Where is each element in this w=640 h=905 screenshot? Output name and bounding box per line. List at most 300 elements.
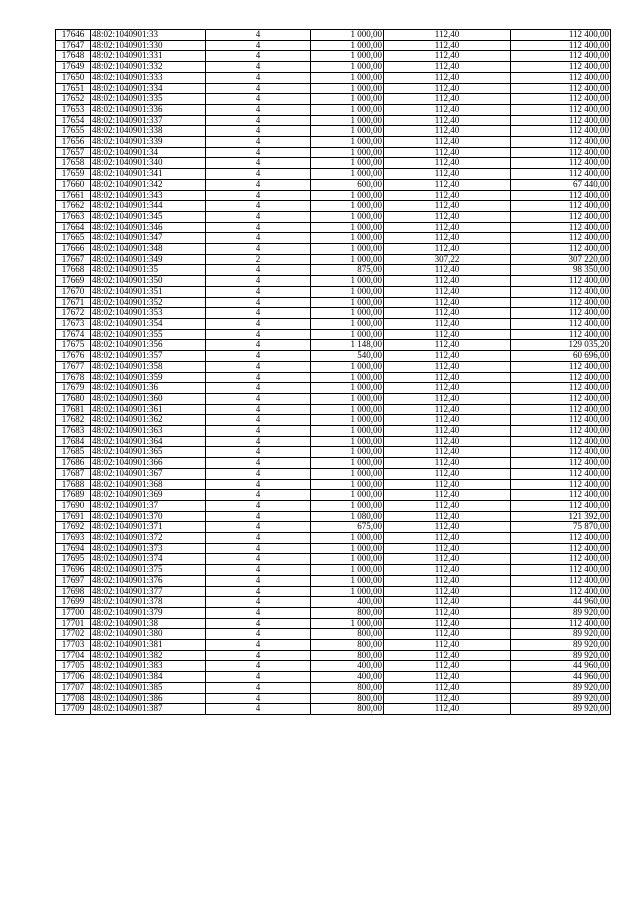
area-cell: 1 000,00 <box>311 190 384 201</box>
area-cell: 1 000,00 <box>311 222 384 233</box>
table-row <box>56 704 611 715</box>
table-row <box>56 693 611 704</box>
area-cell: 1 000,00 <box>311 575 384 586</box>
area-cell: 1 000,00 <box>311 436 384 447</box>
category-cell: 4 <box>206 244 311 255</box>
cadastral-number: 48:02:1040901:370 <box>91 511 206 522</box>
area-cell: 1 000,00 <box>311 158 384 169</box>
rate-cell: 112,40 <box>384 169 511 180</box>
table-row <box>56 222 611 233</box>
row-number: 17677 <box>56 361 91 372</box>
row-number: 17663 <box>56 211 91 222</box>
value-cell: 112 400,00 <box>511 115 611 126</box>
area-cell: 1 000,00 <box>311 297 384 308</box>
rate-cell: 112,40 <box>384 447 511 458</box>
row-number: 17662 <box>56 201 91 212</box>
cadastral-number: 48:02:1040901:384 <box>91 672 206 683</box>
rate-cell: 112,40 <box>384 30 511 41</box>
table-row <box>56 682 611 693</box>
table-row <box>56 522 611 533</box>
rate-cell: 112,40 <box>384 340 511 351</box>
rate-cell: 112,40 <box>384 661 511 672</box>
cadastral-number: 48:02:1040901:363 <box>91 426 206 437</box>
table-row <box>56 211 611 222</box>
cadastral-number: 48:02:1040901:335 <box>91 94 206 105</box>
cadastral-number: 48:02:1040901:342 <box>91 179 206 190</box>
value-cell: 112 400,00 <box>511 393 611 404</box>
row-number: 17646 <box>56 30 91 41</box>
category-cell: 4 <box>206 308 311 319</box>
value-cell: 112 400,00 <box>511 169 611 180</box>
rate-cell: 112,40 <box>384 222 511 233</box>
table-row <box>56 137 611 148</box>
cadastral-number: 48:02:1040901:369 <box>91 490 206 501</box>
category-cell: 4 <box>206 426 311 437</box>
rate-cell: 112,40 <box>384 458 511 469</box>
row-number: 17684 <box>56 436 91 447</box>
category-cell: 4 <box>206 554 311 565</box>
row-number: 17673 <box>56 318 91 329</box>
cadastral-number: 48:02:1040901:352 <box>91 297 206 308</box>
table-row <box>56 351 611 362</box>
value-cell: 112 400,00 <box>511 190 611 201</box>
area-cell: 1 000,00 <box>311 329 384 340</box>
value-cell: 112 400,00 <box>511 211 611 222</box>
rate-cell: 112,40 <box>384 351 511 362</box>
cadastral-number: 48:02:1040901:345 <box>91 211 206 222</box>
table-row <box>56 147 611 158</box>
cadastral-number: 48:02:1040901:359 <box>91 372 206 383</box>
category-cell: 4 <box>206 115 311 126</box>
area-cell: 400,00 <box>311 672 384 683</box>
category-cell: 4 <box>206 72 311 83</box>
row-number: 17666 <box>56 244 91 255</box>
value-cell: 112 400,00 <box>511 586 611 597</box>
category-cell: 4 <box>206 565 311 576</box>
cadastral-number: 48:02:1040901:364 <box>91 436 206 447</box>
area-cell: 1 000,00 <box>311 490 384 501</box>
rate-cell: 112,40 <box>384 137 511 148</box>
cadastral-number: 48:02:1040901:340 <box>91 158 206 169</box>
table-row <box>56 115 611 126</box>
table-row <box>56 329 611 340</box>
table-row <box>56 201 611 212</box>
rate-cell: 112,40 <box>384 650 511 661</box>
category-cell: 4 <box>206 479 311 490</box>
value-cell: 112 400,00 <box>511 447 611 458</box>
area-cell: 800,00 <box>311 640 384 651</box>
area-cell: 800,00 <box>311 704 384 715</box>
table-row <box>56 297 611 308</box>
value-cell: 112 400,00 <box>511 458 611 469</box>
row-number: 17674 <box>56 329 91 340</box>
rate-cell: 112,40 <box>384 672 511 683</box>
category-cell: 4 <box>206 607 311 618</box>
table-row <box>56 436 611 447</box>
row-number: 17661 <box>56 190 91 201</box>
rate-cell: 112,40 <box>384 297 511 308</box>
category-cell: 4 <box>206 597 311 608</box>
rate-cell: 112,40 <box>384 276 511 287</box>
category-cell: 4 <box>206 586 311 597</box>
table-row <box>56 607 611 618</box>
data-table <box>55 29 611 715</box>
table-row <box>56 479 611 490</box>
category-cell: 4 <box>206 682 311 693</box>
area-cell: 1 000,00 <box>311 169 384 180</box>
row-number: 17688 <box>56 479 91 490</box>
category-cell: 4 <box>206 447 311 458</box>
category-cell: 4 <box>206 533 311 544</box>
cadastral-number: 48:02:1040901:330 <box>91 40 206 51</box>
cadastral-number: 48:02:1040901:336 <box>91 104 206 115</box>
rate-cell: 112,40 <box>384 361 511 372</box>
value-cell: 89 920,00 <box>511 682 611 693</box>
value-cell: 67 440,00 <box>511 179 611 190</box>
category-cell: 4 <box>206 436 311 447</box>
area-cell: 1 000,00 <box>311 618 384 629</box>
cadastral-number: 48:02:1040901:339 <box>91 137 206 148</box>
row-number: 17708 <box>56 693 91 704</box>
category-cell: 4 <box>206 190 311 201</box>
area-cell: 1 000,00 <box>311 286 384 297</box>
row-number: 17700 <box>56 607 91 618</box>
cadastral-number: 48:02:1040901:38 <box>91 618 206 629</box>
area-cell: 1 000,00 <box>311 393 384 404</box>
value-cell: 112 400,00 <box>511 426 611 437</box>
rate-cell: 112,40 <box>384 51 511 62</box>
value-cell: 112 400,00 <box>511 500 611 511</box>
row-number: 17670 <box>56 286 91 297</box>
value-cell: 112 400,00 <box>511 62 611 73</box>
category-cell: 4 <box>206 522 311 533</box>
area-cell: 1 000,00 <box>311 62 384 73</box>
category-cell: 4 <box>206 693 311 704</box>
category-cell: 4 <box>206 618 311 629</box>
cadastral-number: 48:02:1040901:368 <box>91 479 206 490</box>
rate-cell: 307,22 <box>384 254 511 265</box>
rate-cell: 112,40 <box>384 190 511 201</box>
table-row <box>56 393 611 404</box>
value-cell: 112 400,00 <box>511 72 611 83</box>
rate-cell: 112,40 <box>384 179 511 190</box>
area-cell: 400,00 <box>311 661 384 672</box>
rate-cell: 112,40 <box>384 693 511 704</box>
cadastral-number: 48:02:1040901:356 <box>91 340 206 351</box>
area-cell: 600,00 <box>311 179 384 190</box>
value-cell: 98 350,00 <box>511 265 611 276</box>
row-number: 17694 <box>56 543 91 554</box>
cadastral-number: 48:02:1040901:341 <box>91 169 206 180</box>
value-cell: 112 400,00 <box>511 158 611 169</box>
row-number: 17709 <box>56 704 91 715</box>
value-cell: 112 400,00 <box>511 286 611 297</box>
table-row <box>56 276 611 287</box>
category-cell: 4 <box>206 329 311 340</box>
area-cell: 1 000,00 <box>311 126 384 137</box>
value-cell: 89 920,00 <box>511 640 611 651</box>
row-number: 17683 <box>56 426 91 437</box>
row-number: 17650 <box>56 72 91 83</box>
table-row <box>56 83 611 94</box>
rate-cell: 112,40 <box>384 415 511 426</box>
cadastral-number: 48:02:1040901:36 <box>91 383 206 394</box>
category-cell: 4 <box>206 137 311 148</box>
cadastral-number: 48:02:1040901:346 <box>91 222 206 233</box>
area-cell: 1 000,00 <box>311 500 384 511</box>
table-row <box>56 618 611 629</box>
area-cell: 1 000,00 <box>311 479 384 490</box>
category-cell: 4 <box>206 511 311 522</box>
value-cell: 112 400,00 <box>511 436 611 447</box>
rate-cell: 112,40 <box>384 500 511 511</box>
rate-cell: 112,40 <box>384 147 511 158</box>
area-cell: 1 000,00 <box>311 201 384 212</box>
table-row <box>56 62 611 73</box>
cadastral-number: 48:02:1040901:333 <box>91 72 206 83</box>
rate-cell: 112,40 <box>384 62 511 73</box>
cadastral-number: 48:02:1040901:382 <box>91 650 206 661</box>
rate-cell: 112,40 <box>384 383 511 394</box>
area-cell: 1 000,00 <box>311 554 384 565</box>
category-cell: 4 <box>206 51 311 62</box>
value-cell: 112 400,00 <box>511 404 611 415</box>
category-cell: 4 <box>206 640 311 651</box>
category-cell: 4 <box>206 661 311 672</box>
table-row <box>56 575 611 586</box>
value-cell: 89 920,00 <box>511 629 611 640</box>
category-cell: 4 <box>206 500 311 511</box>
rate-cell: 112,40 <box>384 40 511 51</box>
row-number: 17658 <box>56 158 91 169</box>
value-cell: 112 400,00 <box>511 543 611 554</box>
category-cell: 4 <box>206 318 311 329</box>
category-cell: 4 <box>206 233 311 244</box>
cadastral-number: 48:02:1040901:357 <box>91 351 206 362</box>
row-number: 17679 <box>56 383 91 394</box>
cadastral-number: 48:02:1040901:361 <box>91 404 206 415</box>
area-cell: 1 000,00 <box>311 533 384 544</box>
row-number: 17681 <box>56 404 91 415</box>
row-number: 17698 <box>56 586 91 597</box>
category-cell: 4 <box>206 104 311 115</box>
value-cell: 44 960,00 <box>511 672 611 683</box>
value-cell: 89 920,00 <box>511 704 611 715</box>
table-row <box>56 30 611 41</box>
category-cell: 2 <box>206 254 311 265</box>
row-number: 17707 <box>56 682 91 693</box>
cadastral-number: 48:02:1040901:35 <box>91 265 206 276</box>
value-cell: 112 400,00 <box>511 83 611 94</box>
table-row <box>56 94 611 105</box>
row-number: 17655 <box>56 126 91 137</box>
area-cell: 1 000,00 <box>311 415 384 426</box>
value-cell: 112 400,00 <box>511 361 611 372</box>
area-cell: 1 000,00 <box>311 447 384 458</box>
rate-cell: 112,40 <box>384 94 511 105</box>
category-cell: 4 <box>206 169 311 180</box>
value-cell: 89 920,00 <box>511 607 611 618</box>
table-row <box>56 372 611 383</box>
cadastral-number: 48:02:1040901:348 <box>91 244 206 255</box>
cadastral-number: 48:02:1040901:380 <box>91 629 206 640</box>
cadastral-number: 48:02:1040901:367 <box>91 468 206 479</box>
cadastral-number: 48:02:1040901:354 <box>91 318 206 329</box>
row-number: 17664 <box>56 222 91 233</box>
table-row <box>56 490 611 501</box>
table-row <box>56 318 611 329</box>
rate-cell: 112,40 <box>384 436 511 447</box>
table-row <box>56 554 611 565</box>
row-number: 17701 <box>56 618 91 629</box>
rate-cell: 112,40 <box>384 158 511 169</box>
table-row <box>56 254 611 265</box>
category-cell: 4 <box>206 147 311 158</box>
rate-cell: 112,40 <box>384 597 511 608</box>
rate-cell: 112,40 <box>384 83 511 94</box>
table-row <box>56 415 611 426</box>
cadastral-number: 48:02:1040901:358 <box>91 361 206 372</box>
value-cell: 89 920,00 <box>511 693 611 704</box>
category-cell: 4 <box>206 211 311 222</box>
rate-cell: 112,40 <box>384 126 511 137</box>
category-cell: 4 <box>206 83 311 94</box>
table-row <box>56 458 611 469</box>
row-number: 17678 <box>56 372 91 383</box>
rate-cell: 112,40 <box>384 393 511 404</box>
category-cell: 4 <box>206 222 311 233</box>
rate-cell: 112,40 <box>384 682 511 693</box>
rate-cell: 112,40 <box>384 286 511 297</box>
category-cell: 4 <box>206 704 311 715</box>
category-cell: 4 <box>206 158 311 169</box>
rate-cell: 112,40 <box>384 607 511 618</box>
table-row <box>56 158 611 169</box>
area-cell: 1 000,00 <box>311 308 384 319</box>
cadastral-number: 48:02:1040901:379 <box>91 607 206 618</box>
rate-cell: 112,40 <box>384 404 511 415</box>
rate-cell: 112,40 <box>384 490 511 501</box>
table-row <box>56 404 611 415</box>
value-cell: 44 960,00 <box>511 597 611 608</box>
row-number: 17657 <box>56 147 91 158</box>
category-cell: 4 <box>206 351 311 362</box>
row-number: 17691 <box>56 511 91 522</box>
cadastral-number: 48:02:1040901:343 <box>91 190 206 201</box>
row-number: 17660 <box>56 179 91 190</box>
rate-cell: 112,40 <box>384 72 511 83</box>
category-cell: 4 <box>206 575 311 586</box>
category-cell: 4 <box>206 383 311 394</box>
cadastral-number: 48:02:1040901:338 <box>91 126 206 137</box>
table-row <box>56 286 611 297</box>
cadastral-number: 48:02:1040901:381 <box>91 640 206 651</box>
value-cell: 112 400,00 <box>511 104 611 115</box>
row-number: 17689 <box>56 490 91 501</box>
rate-cell: 112,40 <box>384 575 511 586</box>
cadastral-number: 48:02:1040901:334 <box>91 83 206 94</box>
cadastral-number: 48:02:1040901:378 <box>91 597 206 608</box>
category-cell: 4 <box>206 629 311 640</box>
rate-cell: 112,40 <box>384 554 511 565</box>
area-cell: 1 000,00 <box>311 137 384 148</box>
rate-cell: 112,40 <box>384 244 511 255</box>
value-cell: 112 400,00 <box>511 51 611 62</box>
area-cell: 1 000,00 <box>311 318 384 329</box>
value-cell: 112 400,00 <box>511 415 611 426</box>
area-cell: 875,00 <box>311 265 384 276</box>
row-number: 17667 <box>56 254 91 265</box>
category-cell: 4 <box>206 286 311 297</box>
value-cell: 112 400,00 <box>511 372 611 383</box>
value-cell: 44 960,00 <box>511 661 611 672</box>
category-cell: 4 <box>206 276 311 287</box>
table-row <box>56 661 611 672</box>
category-cell: 4 <box>206 650 311 661</box>
row-number: 17669 <box>56 276 91 287</box>
category-cell: 4 <box>206 543 311 554</box>
area-cell: 1 000,00 <box>311 83 384 94</box>
area-cell: 1 000,00 <box>311 30 384 41</box>
row-number: 17686 <box>56 458 91 469</box>
table-row <box>56 126 611 137</box>
rate-cell: 112,40 <box>384 533 511 544</box>
cadastral-number: 48:02:1040901:350 <box>91 276 206 287</box>
value-cell: 307 220,00 <box>511 254 611 265</box>
table-row <box>56 265 611 276</box>
value-cell: 60 696,00 <box>511 351 611 362</box>
area-cell: 400,00 <box>311 597 384 608</box>
value-cell: 112 400,00 <box>511 276 611 287</box>
table-row <box>56 533 611 544</box>
rate-cell: 112,40 <box>384 233 511 244</box>
area-cell: 1 000,00 <box>311 40 384 51</box>
rate-cell: 112,40 <box>384 265 511 276</box>
row-number: 17656 <box>56 137 91 148</box>
value-cell: 112 400,00 <box>511 565 611 576</box>
table-row <box>56 169 611 180</box>
cadastral-number: 48:02:1040901:355 <box>91 329 206 340</box>
value-cell: 112 400,00 <box>511 30 611 41</box>
category-cell: 4 <box>206 297 311 308</box>
area-cell: 1 080,00 <box>311 511 384 522</box>
category-cell: 4 <box>206 458 311 469</box>
row-number: 17659 <box>56 169 91 180</box>
rate-cell: 112,40 <box>384 543 511 554</box>
value-cell: 112 400,00 <box>511 147 611 158</box>
value-cell: 112 400,00 <box>511 137 611 148</box>
value-cell: 112 400,00 <box>511 308 611 319</box>
area-cell: 800,00 <box>311 607 384 618</box>
area-cell: 1 000,00 <box>311 361 384 372</box>
table-row <box>56 640 611 651</box>
table-row <box>56 244 611 255</box>
cadastral-number: 48:02:1040901:375 <box>91 565 206 576</box>
cadastral-number: 48:02:1040901:376 <box>91 575 206 586</box>
area-cell: 800,00 <box>311 682 384 693</box>
area-cell: 1 000,00 <box>311 233 384 244</box>
table-row <box>56 447 611 458</box>
row-number: 17705 <box>56 661 91 672</box>
table-row <box>56 179 611 190</box>
cadastral-number: 48:02:1040901:34 <box>91 147 206 158</box>
rate-cell: 112,40 <box>384 522 511 533</box>
value-cell: 112 400,00 <box>511 94 611 105</box>
row-number: 17680 <box>56 393 91 404</box>
row-number: 17675 <box>56 340 91 351</box>
area-cell: 1 000,00 <box>311 115 384 126</box>
table-row <box>56 672 611 683</box>
